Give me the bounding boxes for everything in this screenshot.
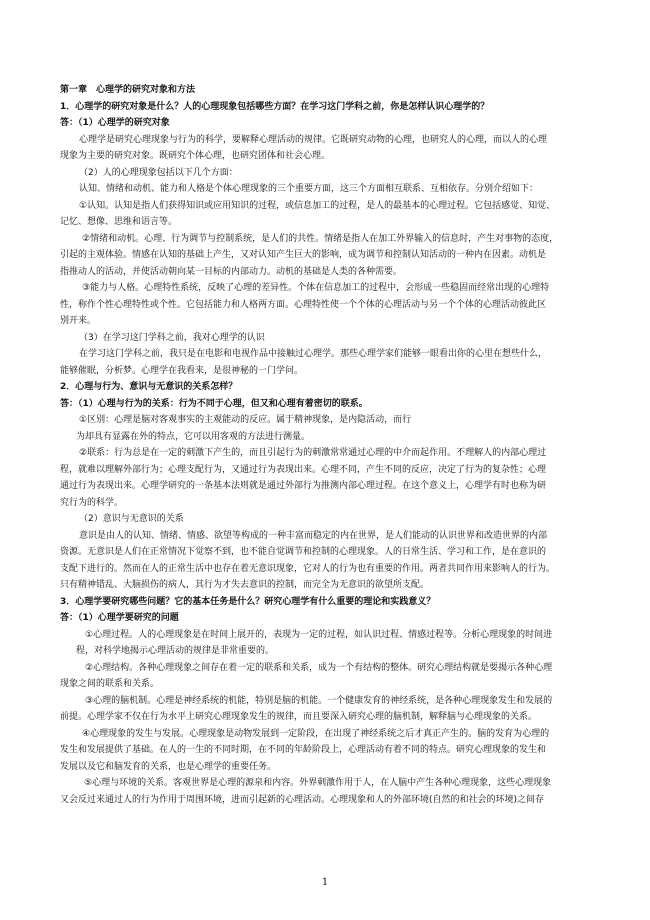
text-line: （2）人的心理现象包括以下几个方面： bbox=[79, 167, 238, 178]
heading-line: 答：（1）心理与行为的关系：行为不同于心理，但又和心理有着密切的联系。 bbox=[60, 398, 368, 409]
text-line: 指推动人的活动，并使活动朝向某一目标的内部动力。动机的基础是人类的各种需要。 bbox=[60, 266, 403, 277]
text-line: ③心理的脑机制。心理是神经系统的机能，特别是脑的机能。一个健康发育的神经系统，是各种心理现象发生和发展的 bbox=[85, 695, 553, 706]
text-line: 认知、情绪和动机、能力和人格是个体心理现象的三个重要方面，这三个方面相互联系、互相依存。分别介绍如下： bbox=[79, 184, 539, 194]
heading-line: 2．心理与行为、意识与无意识的关系怎样？ bbox=[60, 382, 238, 392]
text-line: ①区别：心理是脑对客观事实的主观能动的反应。属于精神现象，是内隐活动，而行 bbox=[79, 415, 412, 425]
text-line: 引起的主观体验。情感在认知的基础上产生，又对认知产生巨大的影响，成为调节和控制认知活动的一种内在因素。动机是 bbox=[60, 250, 547, 260]
text-line: 发生和发展提供了基础。在人的一生的不同时期，在不同的年龄阶段上，心理活动有着不同的特点。研究心理现象的发生和 bbox=[60, 745, 547, 755]
text-line: ④心理现象的发生与发展。心理现象是动物发展到一定阶段，在出现了神经系统之后才真正产生的。脑的发育为心理的 bbox=[82, 728, 550, 739]
text-line: 别开来。 bbox=[60, 316, 97, 326]
text-line: ①心理过程。人的心理现象是在时间上展开的，表现为一定的过程，如认识过程、情感过程等。分析心理现象的时间进 bbox=[85, 629, 553, 640]
text-line: 意识是由人的认知、情绪、情感、欲望等构成的一种丰富而稳定的内在世界，是人们能动的认识世界和改造世界的内部 bbox=[79, 530, 548, 541]
text-line: 性，称作个性心理特性或个性。它包括能力和人格两方面。心理特性使一个个体的心理活动与另一个个体的心理活动彼此区 bbox=[60, 299, 547, 310]
text-line: 又会反过来通过人的行为作用于周围环境，进而引起新的心理活动。心理现象和人的外部环境(自然的和社会的环境)之间存 bbox=[60, 794, 545, 805]
text-line: （2）意识与无意识的关系 bbox=[79, 514, 184, 524]
heading-line: 1．心理学的研究对象是什么？人的心理现象包括哪些方面？在学习这门学科之前，你是怎样认识心理学的？ bbox=[60, 101, 490, 112]
text-line: 程，对科学地揭示心理活动的规律是非常重要的。 bbox=[76, 646, 275, 656]
text-line: 在学习这门学科之前，我只是在电影和电视作品中接触过心理学。那些心理学家们能够一眼看出你的心里在想些什么， bbox=[79, 349, 548, 359]
page-number: 1 bbox=[321, 877, 329, 888]
heading-line: 答：（1）心理学的研究对象 bbox=[60, 118, 170, 128]
heading-line: 答：（1）心理学要研究的问题 bbox=[60, 613, 179, 623]
text-line: 支配下进行的。然而在人的正常生活中也存在着无意识现象，它对人的行为也有重要的作用。两者共同作用来影响人的行为。 bbox=[60, 563, 556, 574]
text-line: 究行为的科学。 bbox=[60, 497, 124, 508]
text-line: 通过行为表现出来。心理学研究的一条基本法则就是通过外部行为推测内部心理过程。在这个意义上，心理学有时也称为研 bbox=[60, 481, 547, 491]
text-line: ③能力与人格。心理特性系统，反映了心理的差异性。个体在信息加工的过程中，会形成一些稳固而经常出现的心理特 bbox=[82, 283, 550, 293]
text-line: ①认知。认知是指人们获得知识或应用知识的过程，或信息加工的过程，是人的最基本的心理过程。它包括感觉、知觉、 bbox=[79, 200, 556, 211]
text-line: （3）在学习这门学科之前，我对心理学的认识 bbox=[79, 332, 265, 343]
text-line: ②情绪和动机。心理、行为调节与控制系统，是人们的共性。情绪是指人在加工外界输入的信息时，产生对事物的态度， bbox=[82, 233, 559, 244]
heading-line: 3．心理学要研究哪些问题？它的基本任务是什么？研究心理学有什么重要的理论和实践意义？ bbox=[60, 596, 436, 607]
text-line: 记忆、想像、思维和语言等。 bbox=[60, 217, 178, 227]
text-line: 现象为主要的研究对象。既研究个体心理，也研究团体和社会心理。 bbox=[60, 151, 331, 161]
text-line: 心理学是研究心理现象与行为的科学，要解释心理活动的规律。它既研究动物的心理，也研究人的心理，而以人的心理 bbox=[79, 134, 548, 145]
text-line: 发展以及它和脑发育的关系，也是心理学的重要任务。 bbox=[60, 761, 277, 772]
text-line: ②心理结构。各种心理现象之间存在着一定的联系和关系，成为一个有结构的整体。研究心理结构就是要揭示各种心理 bbox=[85, 662, 553, 673]
text-line: 能够催眠，分析梦。心理学在我看来，是很神秘的一门学问。 bbox=[60, 365, 304, 376]
text-line: 只有精神错乱、大脑损伤的病人，其行为才失去意识的控制，而完全为无意识的欲望所支配。 bbox=[60, 580, 430, 590]
document-body bbox=[60, 82, 596, 808]
heading-line: 第一章 心理学的研究对象和方法 bbox=[60, 85, 196, 95]
text-line: 现象之间的联系和关系。 bbox=[60, 679, 160, 689]
text-line: 资源。无意识是人们在正常情况下觉察不到，也不能自觉调节和控制的心理现象。人的日常生活、学习和工作，是在意识的 bbox=[60, 547, 547, 557]
text-line: 为却具有显露在外的特点，它可以用客观的方法进行测量。 bbox=[76, 431, 311, 442]
text-line: 程，就难以理解外部行为；心理支配行为，又通过行为表现出来。心理不同，产生不同的反应，决定了行为的复杂性；心理 bbox=[60, 464, 547, 475]
text-line: ②联系：行为总是在一定的刺激下产生的，而且引起行为的刺激常常通过心理的中介而起作用。不理解人的内部心理过 bbox=[79, 448, 547, 458]
text-line: ⑤心理与环境的关系。客观世界是心理的源泉和内容。外界刺激作用于人，在人脑中产生各种心理现象，这些心理现象 bbox=[84, 778, 552, 788]
text-line: 前提。心理学家不仅在行为水平上研究心理现象发生的规律，而且要深入研究心理的脑机制，解释脑与心理现象的关系。 bbox=[60, 712, 538, 722]
